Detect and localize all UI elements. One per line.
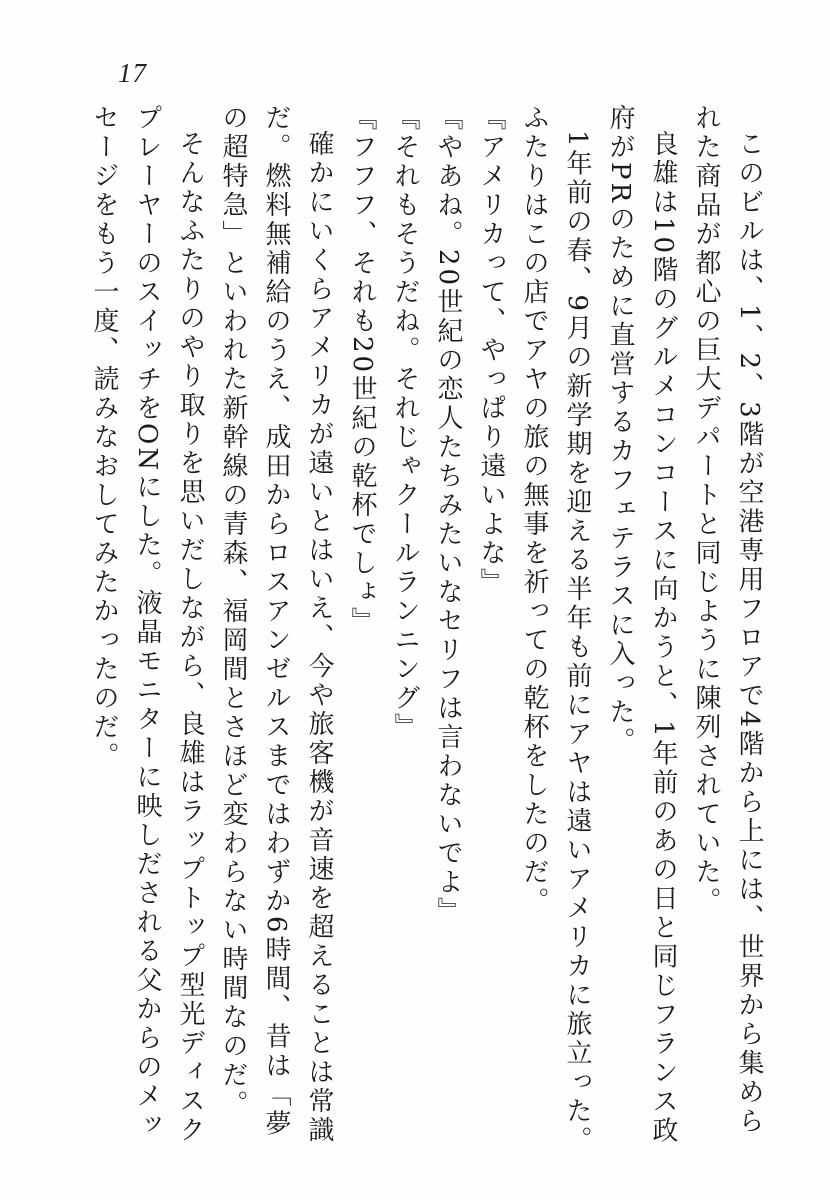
paragraph-gourmet-concourse: 良雄は10階のグルメコンコースに向かうと、1年前のあの日と同じフランス政府がPRのために直営するカフェテラスに入った。: [605, 104, 678, 1146]
dialogue-line-3: 『それもそうだね。それじゃクールランニング』: [390, 104, 420, 742]
paragraph-one-year-ago: 1年前の春、9月の新学期を迎える半年も前にアヤは遠いアメリカに旅立った。ふたりはこの店でアヤの旅の無事を祈っての乾杯をしたのだ。: [519, 104, 592, 1156]
dialogue-line-2: 『やあね。20世紀の恋人たちみたいなセリフは言わないでよ』: [433, 104, 463, 927]
dialogue-line-4: 『フフフ、それも20世紀の乾杯でしょ』: [347, 104, 377, 637]
paragraph-supersonic: 確かにいくらアメリカが遠いとはいえ、今や旅客機が音速を超えることは常識だ。燃料無補給のうえ、成田からロスアンゼルスまではわずか6時間、昔は「夢の超特急」といわれた新幹線の青森、福岡間とさほど変わらない時間なのだ。: [218, 104, 334, 1145]
paragraph-building-floors: このビルは、1、2、3階が空港専用フロアで4階から上には、世界から集められた商品が都心の巨大デパートと同じように陳列されていた。: [691, 104, 764, 1137]
vertical-text-body: [70, 104, 770, 1164]
dialogue-line-1: 『アメリカって、やっぱり遠いよな』: [476, 104, 506, 597]
paragraph-disc-player: そんなふたりのやり取りを思いだしながら、良雄はラップトップ型光ディスクプレーヤーのスイッチをONにした。液晶モニターに映しだされる父からのメッセージをもう一度、読みなおしてみたかったのだ。: [89, 104, 205, 1145]
page-number: 17: [118, 58, 147, 88]
